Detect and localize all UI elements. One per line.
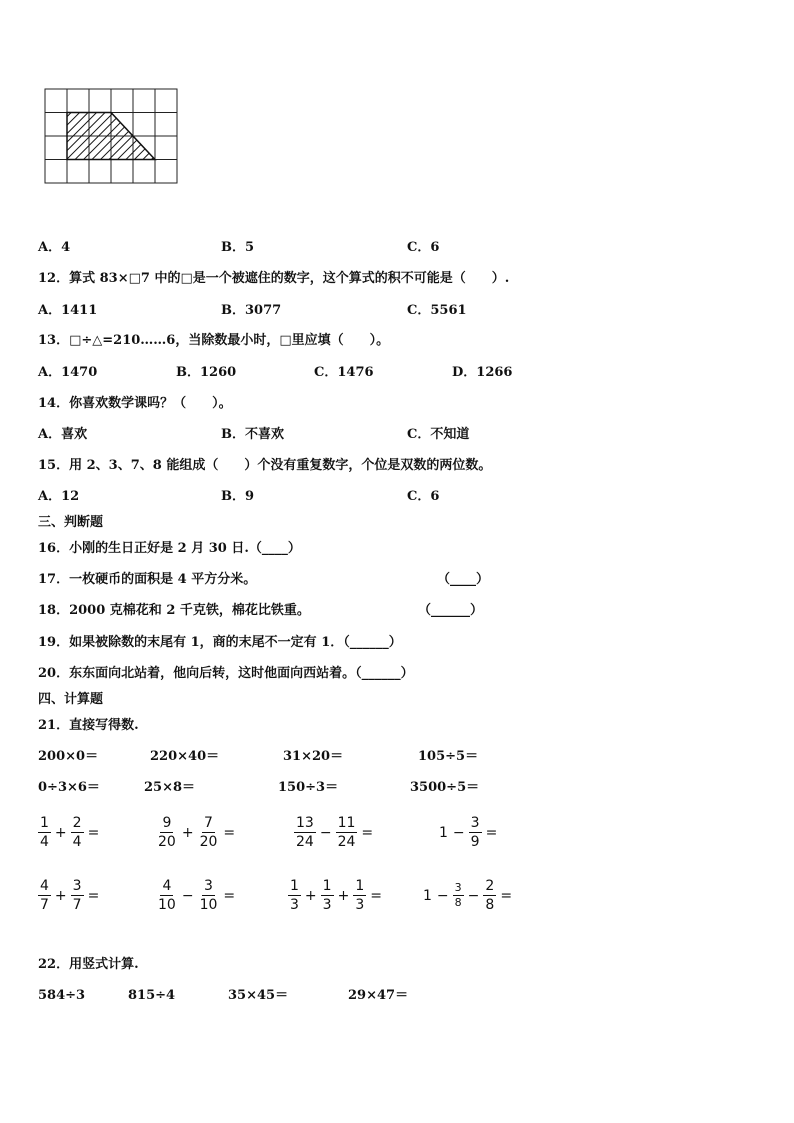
q21-stem: 21．直接写得数. — [38, 718, 139, 733]
q15-option-b[interactable]: B．9 — [221, 489, 255, 504]
section-calculation-title: 四、计算题 — [38, 692, 104, 707]
q17-answer-blank[interactable]: （____） — [437, 572, 490, 587]
q21-row2-item: 25×8＝ — [144, 780, 196, 795]
fraction-expression-3: $\frac{13}{24}$ − $\frac{11}{24}$ = — [296, 815, 374, 850]
q21-row1-item: 220×40＝ — [150, 749, 220, 764]
fraction-expression-6: $\frac{4}{10}$ − $\frac{3}{10}$ = — [158, 878, 236, 913]
q21-row2-item: 3500÷5＝ — [410, 780, 480, 795]
q14-option-a[interactable]: A．喜欢 — [38, 427, 88, 442]
q14-option-b[interactable]: B．不喜欢 — [221, 427, 284, 442]
q15-stem: 15．用 2、3、7、8 能组成（ ）个没有重复数字，个位是双数的两位数。 — [38, 458, 492, 473]
q21-row2-item: 0÷3×6＝ — [38, 780, 100, 795]
q19-text: 19．如果被除数的末尾有 1，商的末尾不一定有 1．（______） — [38, 635, 402, 650]
q11-option-c[interactable]: C．6 — [407, 240, 440, 255]
q16-text: 16．小刚的生日正好是 2 月 30 日.（____） — [38, 541, 301, 556]
q15-option-c[interactable]: C．6 — [407, 489, 440, 504]
fraction-expression-8: 1 − $\frac{3}{8}$ − $\frac{2}{8}$ = — [423, 878, 513, 913]
q15-option-a[interactable]: A．12 — [38, 489, 80, 504]
q13-stem: 13．□÷△=210……6，当除数最小时，□里应填（ ）。 — [38, 333, 390, 348]
q21-row1-item: 200×0＝ — [38, 749, 99, 764]
q22-item: 29×47＝ — [348, 988, 409, 1003]
fraction-expression-1: $\frac{1}{4}$ + $\frac{2}{4}$ = — [40, 815, 100, 850]
q13-option-d[interactable]: D．1266 — [452, 365, 513, 380]
q22-stem: 22．用竖式计算. — [38, 957, 139, 972]
q13-option-c[interactable]: C．1476 — [314, 365, 374, 380]
q18-answer-blank[interactable]: （______） — [418, 603, 484, 618]
q21-row1-item: 105÷5＝ — [418, 749, 479, 764]
q14-option-c[interactable]: C．不知道 — [407, 427, 470, 442]
q21-row1-item: 31×20＝ — [283, 749, 344, 764]
fraction-expression-7: $\frac{1}{3}$ + $\frac{1}{3}$ + $\frac{1}{3}$ = — [290, 878, 382, 913]
q21-row2-item: 150÷3＝ — [278, 780, 339, 795]
q22-item: 35×45＝ — [228, 988, 289, 1003]
q11-option-b[interactable]: B．5 — [221, 240, 255, 255]
section-judgement-title: 三、判断题 — [38, 515, 104, 530]
q13-option-b[interactable]: B．1260 — [176, 365, 237, 380]
q13-option-a[interactable]: A．1470 — [38, 365, 98, 380]
q22-item: 584÷3 — [38, 988, 86, 1003]
q22-item: 815÷4 — [128, 988, 176, 1003]
q14-stem: 14．你喜欢数学课吗？（ ）。 — [38, 396, 232, 411]
q12-stem: 12．算式 83×□7 中的□是一个被遮住的数字，这个算式的积不可能是（ ）. — [38, 271, 510, 286]
q12-option-a[interactable]: A．1411 — [38, 303, 98, 318]
fraction-expression-4: 1 − $\frac{3}{9}$ = — [439, 815, 498, 850]
grid-figure — [44, 88, 179, 188]
fraction-expression-2: $\frac{9}{20}$ + $\frac{7}{20}$ = — [158, 815, 236, 850]
hatched-trapezoid-grid — [44, 88, 179, 192]
q12-option-c[interactable]: C．5561 — [407, 303, 467, 318]
fraction-expression-5: $\frac{4}{7}$ + $\frac{3}{7}$ = — [40, 878, 100, 913]
q18-text: 18．2000 克棉花和 2 千克铁，棉花比铁重。 — [38, 603, 310, 618]
q11-option-a[interactable]: A．4 — [38, 240, 71, 255]
q20-text: 20．东东面向北站着，他向后转，这时他面向西站着。（______） — [38, 666, 414, 681]
q12-option-b[interactable]: B．3077 — [221, 303, 282, 318]
q17-text: 17．一枚硬币的面积是 4 平方分米。 — [38, 572, 257, 587]
